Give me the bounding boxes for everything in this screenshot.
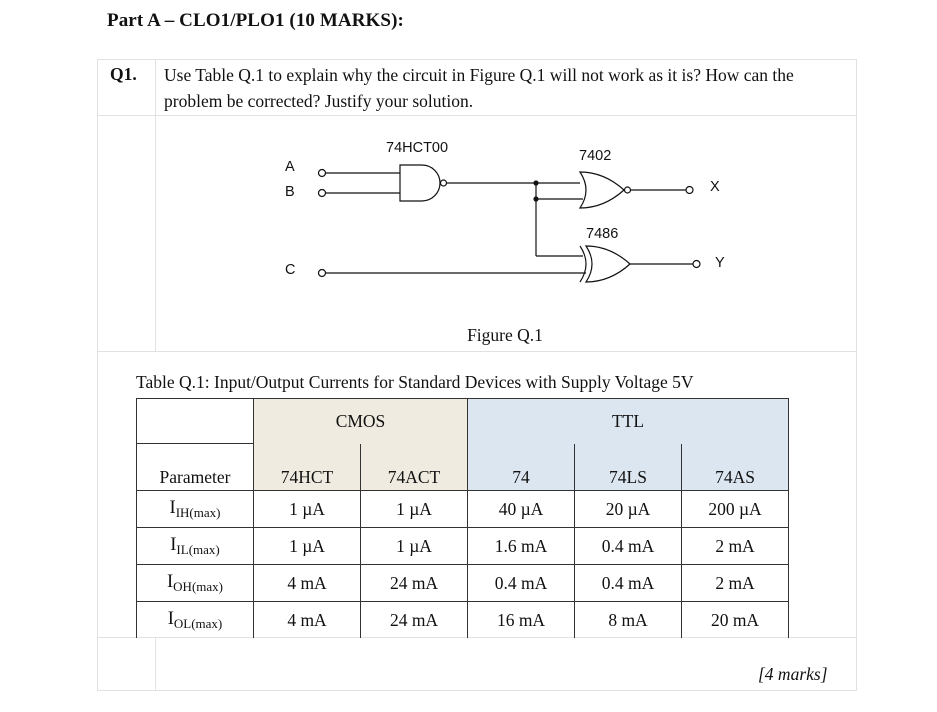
value-cell: 20 µA (575, 491, 682, 528)
part-title: Part A – CLO1/PLO1 (10 MARKS): (107, 10, 404, 31)
marks-label: [4 marks] (758, 664, 828, 684)
junction-dot (533, 180, 538, 185)
value-cell: 4 mA (254, 602, 361, 639)
output-label-y: Y (715, 255, 725, 271)
terminal-b (319, 190, 326, 197)
value-cell: 1 µA (361, 491, 468, 528)
question-number: Q1. (110, 64, 137, 84)
value-cell: 16 mA (468, 602, 575, 639)
input-label-c: C (285, 262, 296, 278)
header-74ls: 74LS (575, 444, 682, 491)
value-cell: 0.4 mA (575, 528, 682, 565)
header-parameter: Parameter (137, 444, 254, 491)
terminal-a (319, 170, 326, 177)
nand-gate-label: 74HCT00 (386, 140, 449, 156)
table-header-row (137, 444, 789, 491)
table-row (137, 528, 789, 565)
circuit-diagram (250, 120, 770, 330)
value-cell: 200 µA (682, 491, 789, 528)
nand-bubble (441, 180, 447, 186)
question-text: Use Table Q.1 to explain why the circuit in Figure Q.1 will not work as it is? How can the problem be corrected? Justify your solution. (164, 65, 794, 111)
value-cell: 24 mA (361, 565, 468, 602)
value-cell: 8 mA (575, 602, 682, 639)
xor-gate-label: 7486 (586, 226, 619, 242)
currents-table (136, 398, 789, 638)
table-family-row (137, 399, 789, 444)
terminal-x (686, 187, 693, 194)
value-cell: 40 µA (468, 491, 575, 528)
value-cell: 1.6 mA (468, 528, 575, 565)
frame-divider-1 (97, 115, 857, 116)
header-74act: 74ACT (361, 444, 468, 491)
value-cell: 0.4 mA (575, 565, 682, 602)
nand-gate (400, 165, 440, 201)
input-label-b: B (285, 184, 295, 200)
terminal-y (693, 261, 700, 268)
ttl-group-header: TTL (468, 399, 789, 444)
table-caption: Table Q.1: Input/Output Currents for Standard Devices with Supply Voltage 5V (136, 372, 694, 392)
frame-divider-2 (97, 351, 857, 352)
value-cell: 20 mA (682, 602, 789, 639)
table-row (137, 491, 789, 528)
frame-divider-vertical-bottom (155, 637, 156, 691)
value-cell: 0.4 mA (468, 565, 575, 602)
terminal-c (319, 270, 326, 277)
value-cell: 24 mA (361, 602, 468, 639)
header-74: 74 (468, 444, 575, 491)
value-cell: 4 mA (254, 565, 361, 602)
figure-caption: Figure Q.1 (467, 325, 543, 345)
xor-input-arc (580, 246, 586, 282)
output-label-x: X (710, 179, 720, 195)
param-iol: $I_{OL(max)}$ (137, 602, 254, 639)
table-row (137, 565, 789, 602)
table-row (137, 602, 789, 639)
param-iil: $I_{IL(max)}$ (137, 528, 254, 565)
header-74as: 74AS (682, 444, 789, 491)
table-corner-cell (137, 399, 254, 444)
input-label-a: A (285, 159, 295, 175)
cmos-group-header: CMOS (254, 399, 468, 444)
param-iih: $I_{IH(max)}$ (137, 491, 254, 528)
value-cell: 1 µA (254, 528, 361, 565)
nor-gate-label: 7402 (579, 148, 612, 164)
nor-bubble (625, 187, 631, 193)
junction-dot (533, 196, 538, 201)
header-74hct: 74HCT (254, 444, 361, 491)
xor-gate (586, 246, 630, 282)
value-cell: 1 µA (254, 491, 361, 528)
nor-gate (580, 172, 624, 208)
value-cell: 1 µA (361, 528, 468, 565)
frame-divider-vertical (155, 59, 156, 351)
value-cell: 2 mA (682, 565, 789, 602)
param-ioh: $I_{OH(max)}$ (137, 565, 254, 602)
value-cell: 2 mA (682, 528, 789, 565)
